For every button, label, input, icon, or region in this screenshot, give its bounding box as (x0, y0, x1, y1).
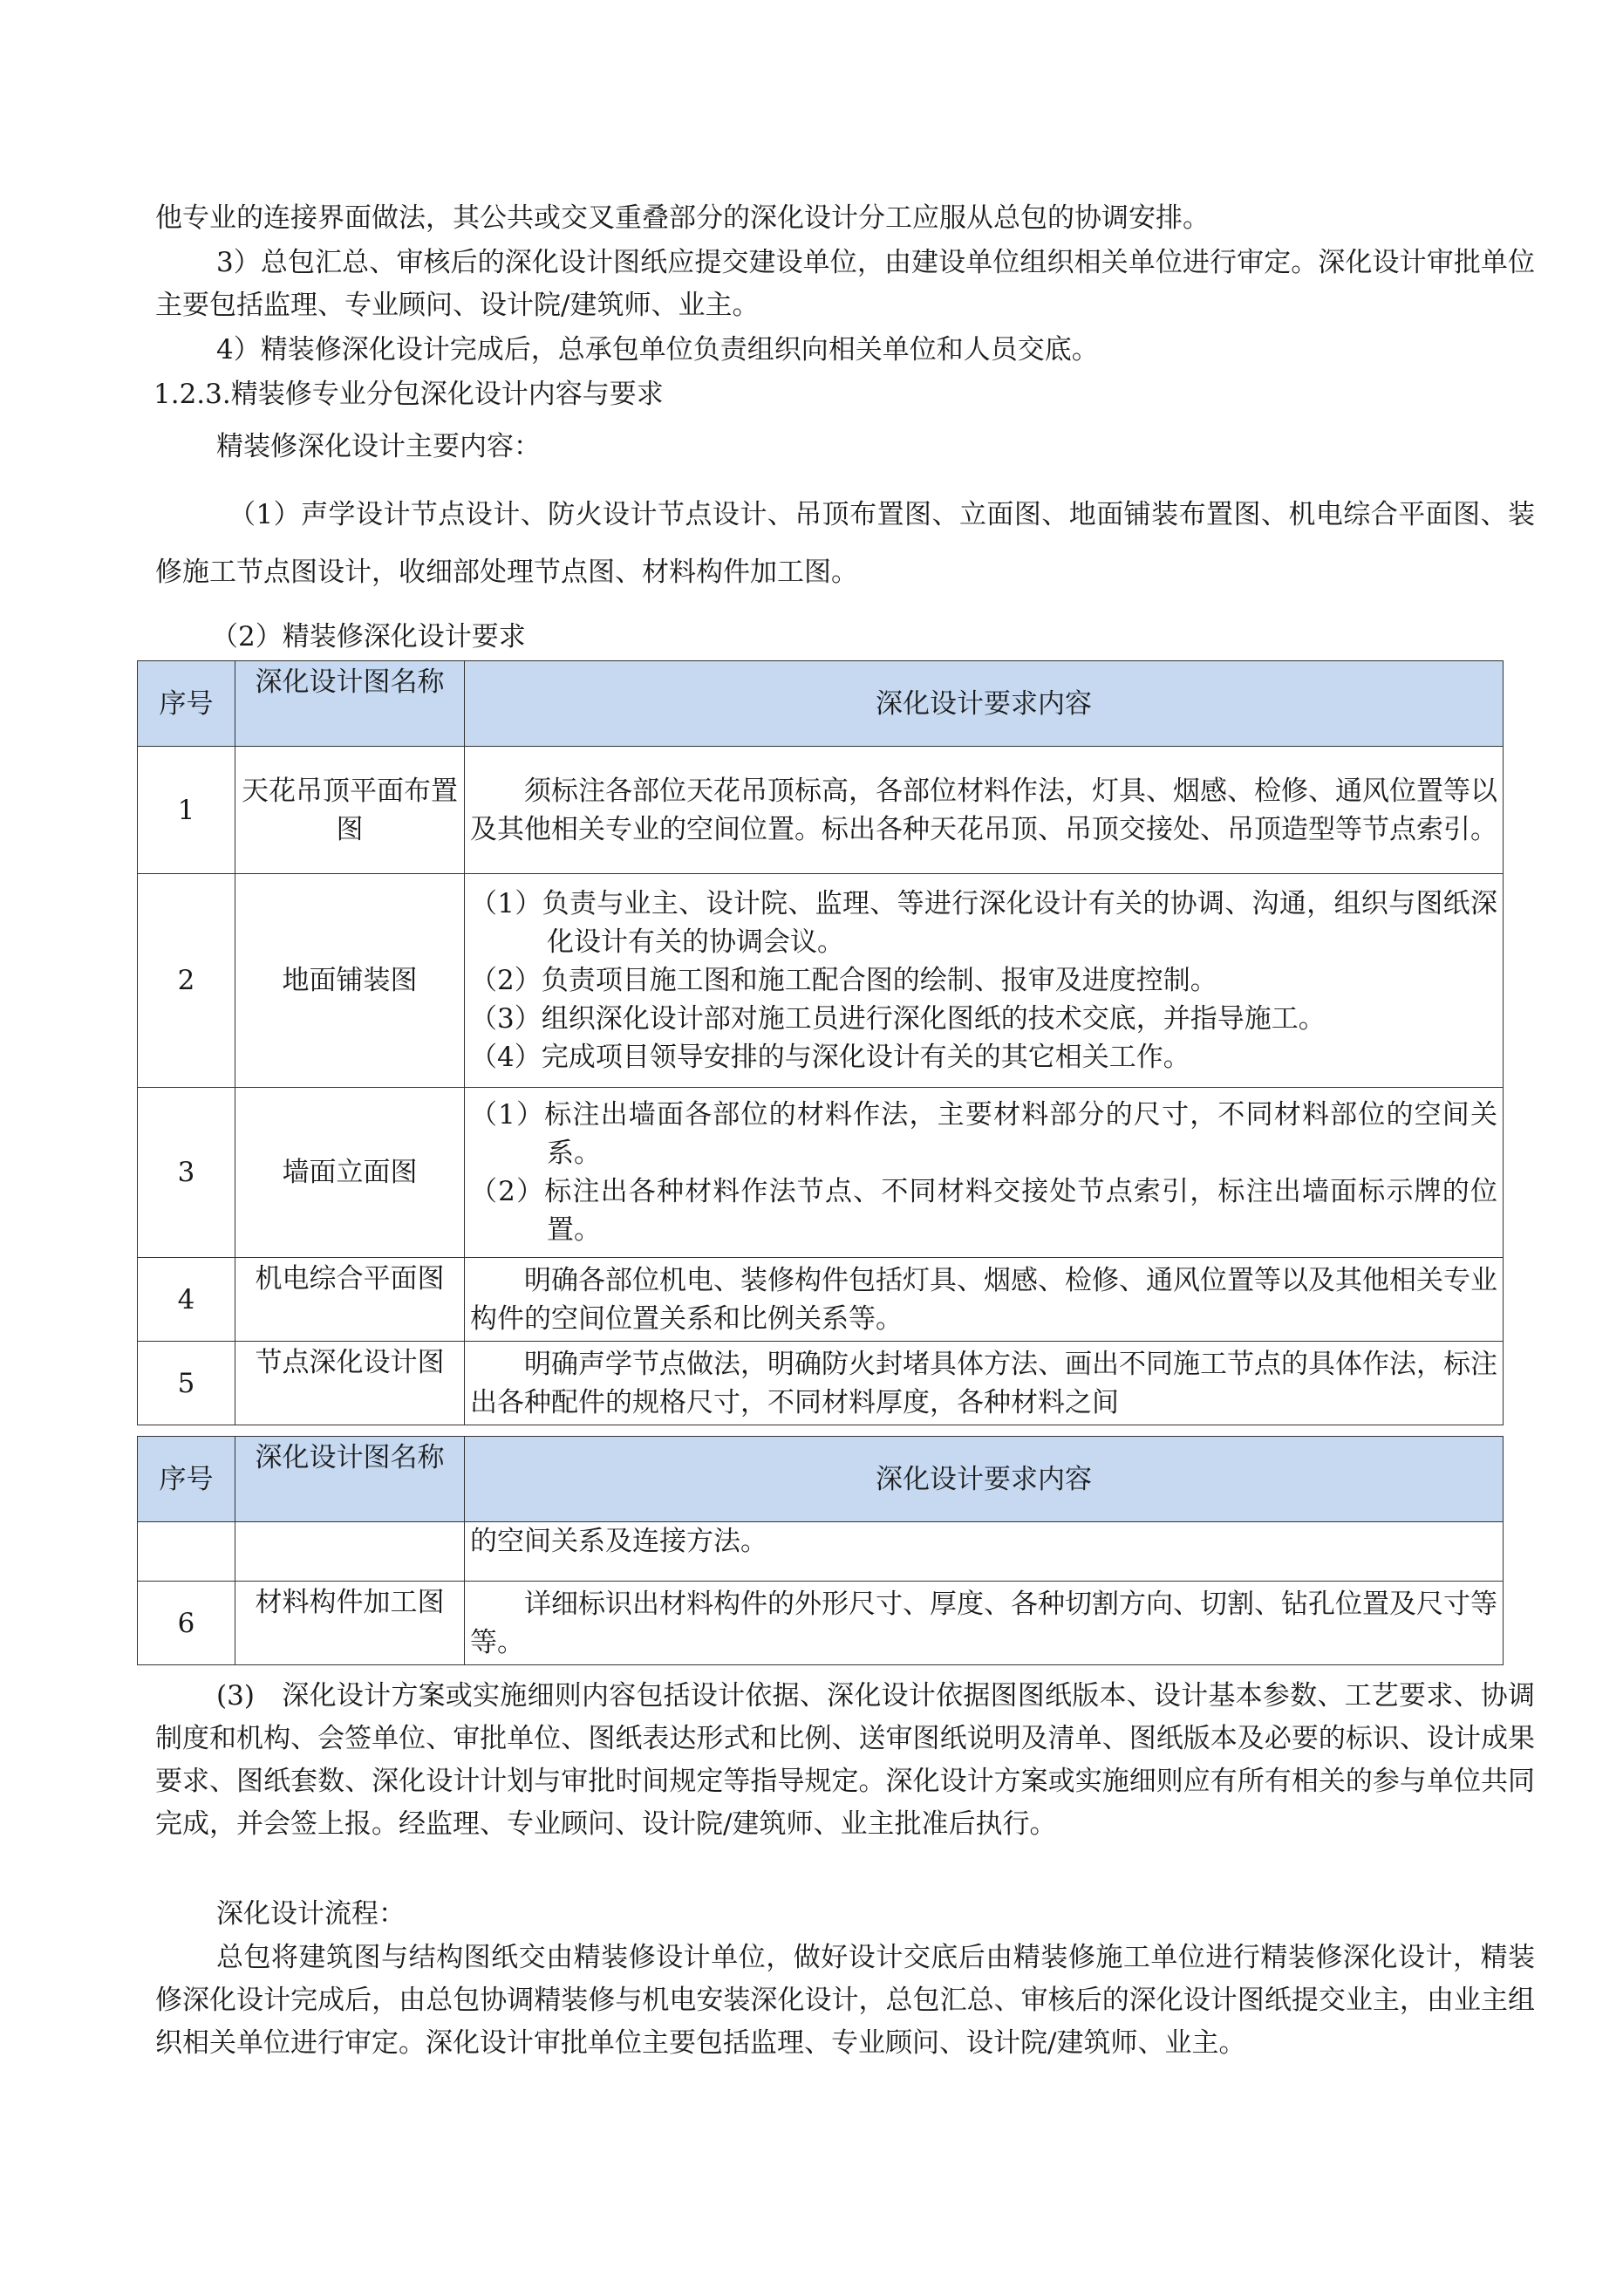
table-row (138, 874, 1504, 1088)
header-no: 序号 (138, 661, 235, 747)
row-content: 须标注各部位天花吊顶标高，各部位材料作法，灯具、烟感、检修、通风位置等以及其他相关专业的空间位置。标出各种天花吊顶、吊顶交接处、吊顶造型等节点索引。 (465, 747, 1504, 874)
requirements-table-part1 (137, 660, 1504, 1425)
header-content: 深化设计要求内容 (465, 661, 1504, 747)
table-row (138, 1342, 1504, 1425)
row-name: 材料构件加工图 (235, 1582, 465, 1665)
row-content-item: （2）负责项目施工图和施工配合图的绘制、报审及进度控制。 (470, 965, 1217, 996)
table-row (138, 1088, 1504, 1258)
row-content-item: （4）完成项目领导安排的与深化设计有关的其它相关工作。 (470, 1042, 1190, 1073)
row-content: 详细标识出材料构件的外形尺寸、厚度、各种切割方向、切割、钻孔位置及尺寸等等。 (465, 1582, 1504, 1665)
row-content: 明确声学节点做法，明确防火封堵具体方法、画出不同施工节点的具体作法，标注出各种配件的规格尺寸，不同材料厚度，各种材料之间 (465, 1342, 1504, 1425)
paragraph-continuation: 他专业的连接界面做法，其公共或交叉重叠部分的深化设计分工应服从总包的协调安排。 (155, 202, 1210, 234)
section-heading: 1.2.3.精装修专业分包深化设计内容与要求 (153, 379, 664, 410)
table-header-row-repeat (138, 1437, 1504, 1522)
table-row (138, 1582, 1504, 1665)
paragraph-plan-contents: (3) 深化设计方案或实施细则内容包括设计依据、深化设计依据图图纸版本、设计基本参数、工艺要求、协调制度和机构、会签单位、审批单位、图纸表达形式和比例、送审图纸说明及清单、图纸版本及必要的标识、设计成果要求、图纸套数、深化设计计划与审批时间规定等指导规定。深化设计方案或实施细则应有所有相关的参与单位共同完成，并会签上报。经监理、专业顾问、设计院/建筑师、业主批准后执行。 (155, 1680, 1535, 1840)
header-name: 深化设计图名称 (235, 1437, 465, 1522)
table-row (138, 1522, 1504, 1582)
paragraph-review-approval: 3）总包汇总、审核后的深化设计图纸应提交建设单位，由建设单位组织相关单位进行审定。深化设计审批单位主要包括监理、专业顾问、设计院/建筑师、业主。 (155, 247, 1535, 321)
paragraph-content-list: （1）声学设计节点设计、防火设计节点设计、吊顶布置图、立面图、地面铺装布置图、机电综合平面图、装修施工节点图设计，收细部处理节点图、材料构件加工图。 (155, 499, 1535, 588)
row-no: 6 (138, 1582, 235, 1665)
paragraph-process-title: 深化设计流程： (216, 1898, 406, 1930)
table-row (138, 747, 1504, 874)
row-no: 3 (138, 1088, 235, 1258)
table-header-row (138, 661, 1504, 747)
paragraph-process: 总包将建筑图与结构图纸交由精装修设计单位，做好设计交底后由精装修施工单位进行精装修深化设计，精装修深化设计完成后，由总包协调精装修与机电安装深化设计，总包汇总、审核后的深化设计图纸提交业主，由业主组织相关单位进行审定。深化设计审批单位主要包括监理、专业顾问、设计院/建筑师、业主。 (155, 1942, 1535, 2059)
row-content: 的空间关系及连接方法。 (465, 1522, 1504, 1582)
row-no: 5 (138, 1342, 235, 1425)
header-content: 深化设计要求内容 (465, 1437, 1504, 1522)
table-row (138, 1258, 1504, 1342)
row-name: 地面铺装图 (235, 874, 465, 1088)
row-content-item: （1）标注出墙面各部位的材料作法，主要材料部分的尺寸，不同材料部位的空间关系。 (470, 1099, 1497, 1169)
row-no: 4 (138, 1258, 235, 1342)
row-content-item: （2）标注出各种材料作法节点、不同材料交接处节点索引，标注出墙面标示牌的位置。 (470, 1176, 1497, 1246)
row-content-item: （1）负责与业主、设计院、监理、等进行深化设计有关的协调、沟通，组织与图纸深化设计有关的协调会议。 (470, 888, 1497, 958)
row-name: 节点深化设计图 (235, 1342, 465, 1425)
row-name: 机电综合平面图 (235, 1258, 465, 1342)
row-no: 1 (138, 747, 235, 874)
row-no (138, 1522, 235, 1582)
paragraph-requirements-title: （2）精装修深化设计要求 (211, 621, 526, 653)
row-content-item: （3）组织深化设计部对施工员进行深化图纸的技术交底，并指导施工。 (470, 1003, 1326, 1035)
header-no: 序号 (138, 1437, 235, 1522)
row-content: 明确各部位机电、装修构件包括灯具、烟感、检修、通风位置等以及其他相关专业构件的空间位置关系和比例关系等。 (465, 1258, 1504, 1342)
requirements-table-part2 (137, 1436, 1504, 1665)
header-name: 深化设计图名称 (235, 661, 465, 747)
paragraph-handover: 4）精装修深化设计完成后，总承包单位负责组织向相关单位和人员交底。 (216, 334, 1099, 366)
row-name: 天花吊顶平面布置图 (235, 747, 465, 874)
row-name: 墙面立面图 (235, 1088, 465, 1258)
row-content (465, 874, 1504, 1088)
paragraph-main-content-intro: 精装修深化设计主要内容： (216, 431, 541, 462)
row-name (235, 1522, 465, 1582)
row-no: 2 (138, 874, 235, 1088)
row-content (465, 1088, 1504, 1258)
